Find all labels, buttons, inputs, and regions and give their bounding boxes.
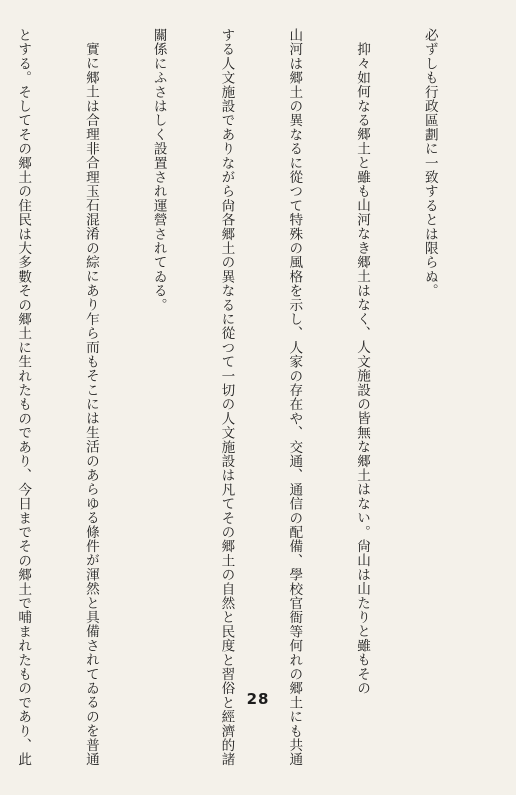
- text-line: 實に郷土は合理非合理玉石混淆の綜にあり乍ら而もそこには生活のあらゆる條件が渾然と具備されてゐるのを普通: [82, 42, 99, 767]
- text-line: 山河は郷土の異なるに從つて特殊の風格を示し、人家の存在や、交通、通信の配備、學校官衙等何れの郷土にも共通: [286, 28, 303, 767]
- text-line: とする。そしてその郷土の住民は大多數その郷土に生れたものであり、今日までその郷土で哺まれたものであり、此: [15, 28, 32, 767]
- text-line: 關係にふさはしく設置され運營されてゐる。: [150, 28, 167, 312]
- text-line: 必ずしも行政區劃に一致するとは限らぬ。: [421, 28, 438, 298]
- text-line: 抑々如何なる郷土と雖も山河なき郷土はなく、人文施設の皆無な郷土はない。尙山は山たりと雖もその: [354, 42, 371, 696]
- page-number: 28: [246, 690, 270, 708]
- text-line: する人文施設でありながら尙各郷土の異なるに從つて一切の人文施設は凡てその郷土の自然と民度と習俗と經濟的諸: [218, 28, 235, 767]
